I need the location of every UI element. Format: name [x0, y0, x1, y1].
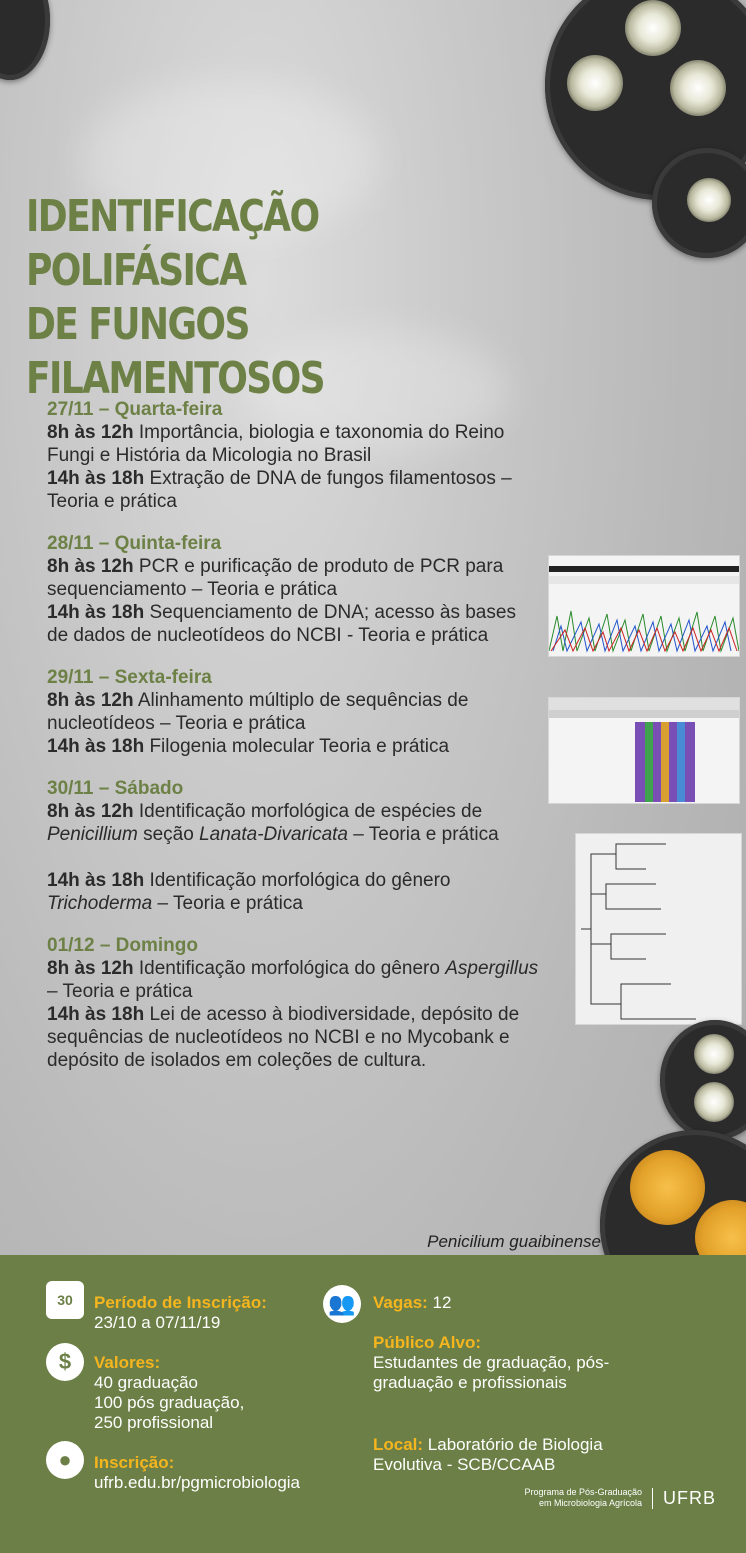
schedule-entry [47, 421, 542, 467]
program-name [524, 1487, 642, 1509]
fungal-colony [687, 178, 731, 222]
location-value: Laboratório de Biologia Evolutiva - SCB/CCAAB [373, 1435, 603, 1474]
day-title: 29/11 – Sexta-feira [47, 667, 212, 688]
target-audience [373, 1333, 633, 1393]
poster-title [26, 190, 534, 406]
entry-time: 14h às 18h [47, 1004, 145, 1025]
schedule-day [47, 934, 542, 1072]
fungal-colony [630, 1150, 705, 1225]
ufrb-logo: UFRB [652, 1488, 716, 1509]
calendar-icon [46, 1281, 84, 1319]
entry-time: 8h às 12h [47, 958, 134, 979]
petri-dish-image [652, 148, 746, 258]
schedule-entry [47, 869, 542, 915]
entry-text: – Teoria e prática [348, 824, 499, 845]
calendar-day: 30 [57, 1292, 73, 1308]
schedule-entry [47, 689, 542, 735]
schedule-day [47, 532, 542, 647]
alignment-image [548, 697, 740, 804]
entry-time: 8h às 12h [47, 690, 134, 711]
entry-text: Filogenia molecular Teoria e prática [149, 736, 450, 757]
prices [94, 1353, 244, 1433]
day-title: 28/11 – Quinta-feira [47, 533, 222, 554]
entry-time: 14h às 18h [47, 602, 145, 623]
section-name: Lanata-Divaricata [199, 824, 348, 845]
entry-text: Identificação morfológica do gênero [149, 870, 451, 891]
entry-time: 14h às 18h [47, 468, 145, 489]
entry-text: Sequenciamento de DNA; acesso às bases de dados de nucleotídeos do NCBI - Teoria e prática [47, 602, 516, 646]
schedule-entry [47, 467, 542, 513]
prices-label: Valores: [94, 1353, 161, 1372]
entry-text: Importância, biologia e taxonomia do Reino Fungi e História da Micologia no Brasil [47, 422, 505, 466]
entry-text: – Teoria e prática [152, 893, 303, 914]
entry-text: PCR e purificação de produto de PCR para sequenciamento – Teoria e prática [47, 556, 504, 600]
price-line: 250 profissional [94, 1413, 214, 1432]
day-title: 30/11 – Sábado [47, 778, 184, 799]
tree-graphic [576, 834, 741, 1024]
title-line-1: IDENTIFICAÇÃO POLIFÁSICA [26, 191, 319, 296]
schedule-entry [47, 957, 542, 1003]
registration-period [94, 1293, 267, 1333]
schedule-day [47, 398, 542, 513]
chromatogram-graphic [549, 556, 739, 656]
vacancies-label: Vagas: [373, 1293, 428, 1312]
fungal-colony [625, 0, 681, 56]
fungal-colony [694, 1082, 734, 1122]
schedule-entry [47, 800, 542, 846]
schedule-day [47, 777, 542, 915]
footer-logos [524, 1487, 716, 1509]
schedule-entry [47, 735, 542, 758]
day-title: 27/11 – Quarta-feira [47, 399, 223, 420]
phylogenetic-tree-image [575, 833, 742, 1025]
schedule-entry [47, 1003, 542, 1072]
location [373, 1435, 663, 1475]
location-label: Local: [373, 1435, 424, 1454]
entry-time: 14h às 18h [47, 736, 145, 757]
price-line: 100 pós graduação, [94, 1393, 245, 1412]
vacancies-value: 12 [432, 1293, 452, 1312]
entry-time: 8h às 12h [47, 556, 134, 577]
entry-text: Extração de DNA de fungos filamentosos – Teoria e prática [47, 468, 512, 512]
target-audience-label: Público Alvo: [373, 1333, 481, 1352]
entry-text: seção [137, 824, 200, 845]
petri-dish-image [0, 0, 50, 80]
petri-dish-image [660, 1020, 746, 1140]
spacer [47, 846, 542, 869]
genus-name: Aspergillus [445, 958, 539, 979]
registration-link[interactable]: ufrb.edu.br/pgmicrobiologia [94, 1473, 301, 1492]
entry-time: 14h às 18h [47, 870, 145, 891]
schedule-day [47, 666, 542, 758]
chromatogram-image [548, 555, 740, 657]
registration [94, 1453, 300, 1493]
entry-text: Lei de acesso à biodiversidade, depósito de sequências de nucleotídeos no NCBI e no Mycobank e depósito de isolados em coleções de cultura. [47, 1004, 520, 1071]
image-caption: Penicilium guaibinense [427, 1232, 601, 1251]
schedule-entry [47, 601, 542, 647]
entry-text: Identificação morfológica de espécies de [138, 801, 483, 822]
fungal-colony [567, 55, 623, 111]
day-title: 01/12 – Domingo [47, 935, 198, 956]
schedule [47, 398, 542, 1091]
registration-period-label: Período de Inscrição: [94, 1293, 267, 1312]
entry-time: 8h às 12h [47, 801, 134, 822]
program-line: Programa de Pós-Graduação [524, 1487, 642, 1497]
price-line: 40 graduação [94, 1373, 198, 1392]
registration-period-value: 23/10 a 07/11/19 [94, 1313, 221, 1332]
dollar-icon: $ [46, 1343, 84, 1381]
schedule-entry [47, 555, 542, 601]
genus-name: Penicillium [47, 824, 138, 845]
location-pin-icon: ● [46, 1441, 84, 1479]
alignment-graphic [549, 698, 739, 803]
target-audience-value: Estudantes de graduação, pós-graduação e profissionais [373, 1353, 610, 1392]
fungal-colony [670, 60, 726, 116]
entry-time: 8h às 12h [47, 422, 134, 443]
entry-text: Alinhamento múltiplo de sequências de nucleotídeos – Teoria e prática [47, 690, 469, 734]
entry-text: – Teoria e prática [47, 981, 193, 1002]
title-line-2: DE FUNGOS FILAMENTOSOS [26, 299, 324, 404]
vacancies [373, 1293, 451, 1313]
fungal-colony [694, 1034, 734, 1074]
program-line: em Microbiologia Agrícola [538, 1498, 642, 1508]
registration-label: Inscrição: [94, 1453, 175, 1472]
entry-text: Identificação morfológica do gênero [138, 958, 446, 979]
genus-name: Trichoderma [47, 893, 153, 914]
group-icon: 👥 [323, 1285, 361, 1323]
